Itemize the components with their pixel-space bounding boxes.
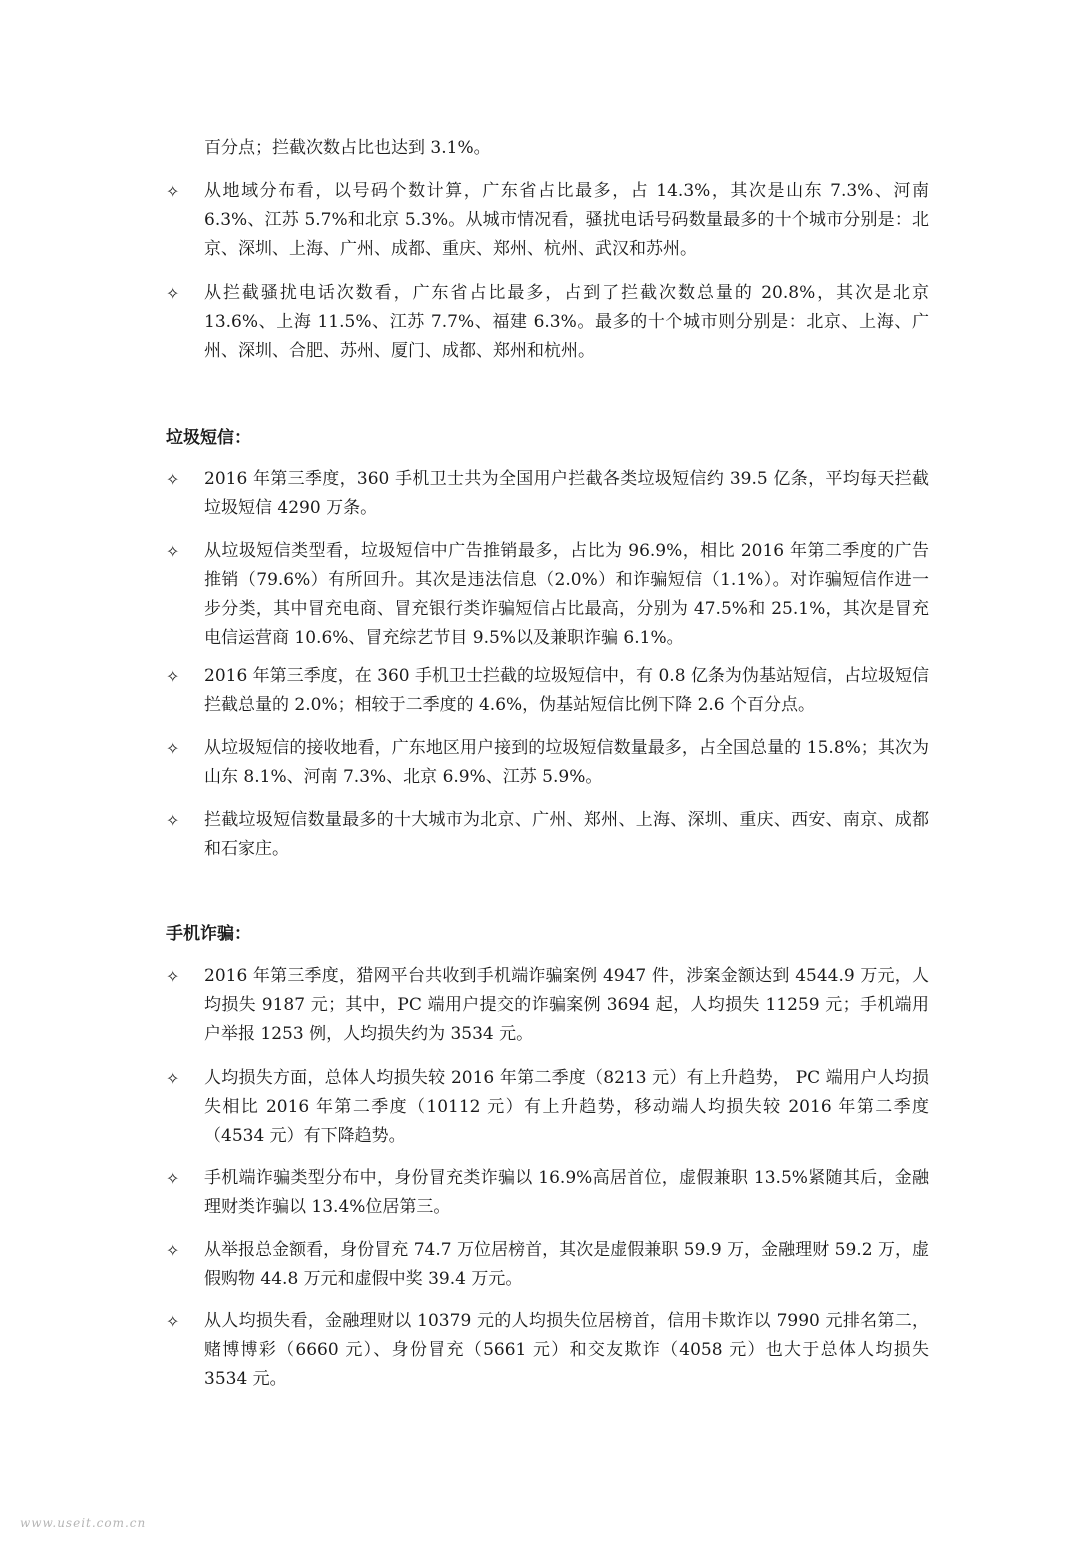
bullet-item (166, 537, 929, 653)
bullet-diamond-icon: ✧ (166, 1069, 180, 1088)
bullet-text: 从垃圾短信类型看，垃圾短信中广告推销最多，占比为 96.9%，相比 2016 年第二季度的广告推销（79.6%）有所回升。其次是违法信息（2.0%）和诈骗短信（1.1%）。对诈骗短信作进一步分类，其中冒充电商、冒充银行类诈骗短信占比最高，分别为 47.5%和 25.1%，其次是冒充电信运营商 10.6%、冒充综艺节目 9.5%以及兼职诈骗 6.1%。 (204, 541, 929, 648)
bullet-diamond-icon: ✧ (166, 470, 180, 489)
bullet-diamond-icon: ✧ (166, 284, 180, 303)
bullet-item (166, 662, 929, 720)
bullet-text: 人均损失方面，总体人均损失较 2016 年第二季度（8213 元）有上升趋势， PC 端用户人均损失相比 2016 年第二季度（10112 元）有上升趋势，移动端人均损失较 2016 年第二季度（4534 元）有下降趋势。 (204, 1068, 929, 1146)
bullet-text: 2016 年第三季度，猎网平台共收到手机端诈骗案例 4947 件，涉案金额达到 4544.9 万元，人均损失 9187 元；其中，PC 端用户提交的诈骗案例 3694 起，人均损失 11259 元；手机端用户举报 1253 例，人均损失约为 3534 元。 (204, 966, 929, 1044)
bullet-item (166, 465, 929, 523)
bullet-item (166, 806, 929, 864)
bullet-diamond-icon: ✧ (166, 182, 180, 201)
bullet-diamond-icon: ✧ (166, 1241, 180, 1260)
section-heading-spam-sms: 垃圾短信： (166, 428, 251, 448)
bullet-text: 从垃圾短信的接收地看，广东地区用户接到的垃圾短信数量最多，占全国总量的 15.8%；其次为山东 8.1%、河南 7.3%、北京 6.9%、江苏 5.9%。 (204, 738, 929, 787)
section-heading-phone-fraud: 手机诈骗： (166, 924, 251, 944)
bullet-diamond-icon: ✧ (166, 1312, 180, 1331)
bullet-diamond-icon: ✧ (166, 542, 180, 561)
bullet-text: 2016 年第三季度，360 手机卫士共为全国用户拦截各类垃圾短信约 39.5 亿条，平均每天拦截垃圾短信 4290 万条。 (204, 469, 929, 518)
bullet-item (166, 962, 929, 1049)
bullet-item (166, 1064, 929, 1151)
bullet-diamond-icon: ✧ (166, 739, 180, 758)
bullet-text: 2016 年第三季度，在 360 手机卫士拦截的垃圾短信中，有 0.8 亿条为伪基站短信，占垃圾短信拦截总量的 2.0%；相较于二季度的 4.6%，伪基站短信比例下降 2.6 个百分点。 (204, 666, 929, 715)
bullet-text: 手机端诈骗类型分布中，身份冒充类诈骗以 16.9%高居首位，虚假兼职 13.5%紧随其后，金融理财类诈骗以 13.4%位居第三。 (204, 1168, 929, 1217)
bullet-item (166, 1164, 929, 1222)
bullet-item (166, 734, 929, 792)
bullet-diamond-icon: ✧ (166, 1169, 180, 1188)
bullet-item (166, 177, 929, 264)
continued-paragraph: 百分点；拦截次数占比也达到 3.1%。 (204, 138, 491, 158)
site-watermark: www.useit.com.cn (20, 1516, 147, 1530)
bullet-item (166, 1307, 929, 1394)
bullet-item (166, 1236, 929, 1294)
bullet-text: 从举报总金额看，身份冒充 74.7 万位居榜首，其次是虚假兼职 59.9 万，金融理财 59.2 万，虚假购物 44.8 万元和虚假中奖 39.4 万元。 (204, 1240, 929, 1289)
bullet-diamond-icon: ✧ (166, 667, 180, 686)
bullet-text: 从拦截骚扰电话次数看，广东省占比最多，占到了拦截次数总量的 20.8%，其次是北京 13.6%、上海 11.5%、江苏 7.7%、福建 6.3%。最多的十个城市则分别是：北京、上海、广州、深圳、合肥、苏州、厦门、成都、郑州和杭州。 (204, 283, 929, 361)
bullet-diamond-icon: ✧ (166, 967, 180, 986)
bullet-text: 从人均损失看，金融理财以 10379 元的人均损失位居榜首，信用卡欺诈以 7990 元排名第二，赌博博彩（6660 元）、身份冒充（5661 元）和交友欺诈（4058 元）也大于总体人均损失 3534 元。 (204, 1311, 929, 1389)
bullet-text: 拦截垃圾短信数量最多的十大城市为北京、广州、郑州、上海、深圳、重庆、西安、南京、成都和石家庄。 (204, 810, 929, 859)
bullet-text: 从地域分布看，以号码个数计算，广东省占比最多，占 14.3%，其次是山东 7.3%、河南 6.3%、江苏 5.7%和北京 5.3%。从城市情况看，骚扰电话号码数量最多的十个城市分别是：北京、深圳、上海、广州、成都、重庆、郑州、杭州、武汉和苏州。 (204, 181, 929, 259)
bullet-diamond-icon: ✧ (166, 811, 180, 830)
bullet-item (166, 279, 929, 366)
